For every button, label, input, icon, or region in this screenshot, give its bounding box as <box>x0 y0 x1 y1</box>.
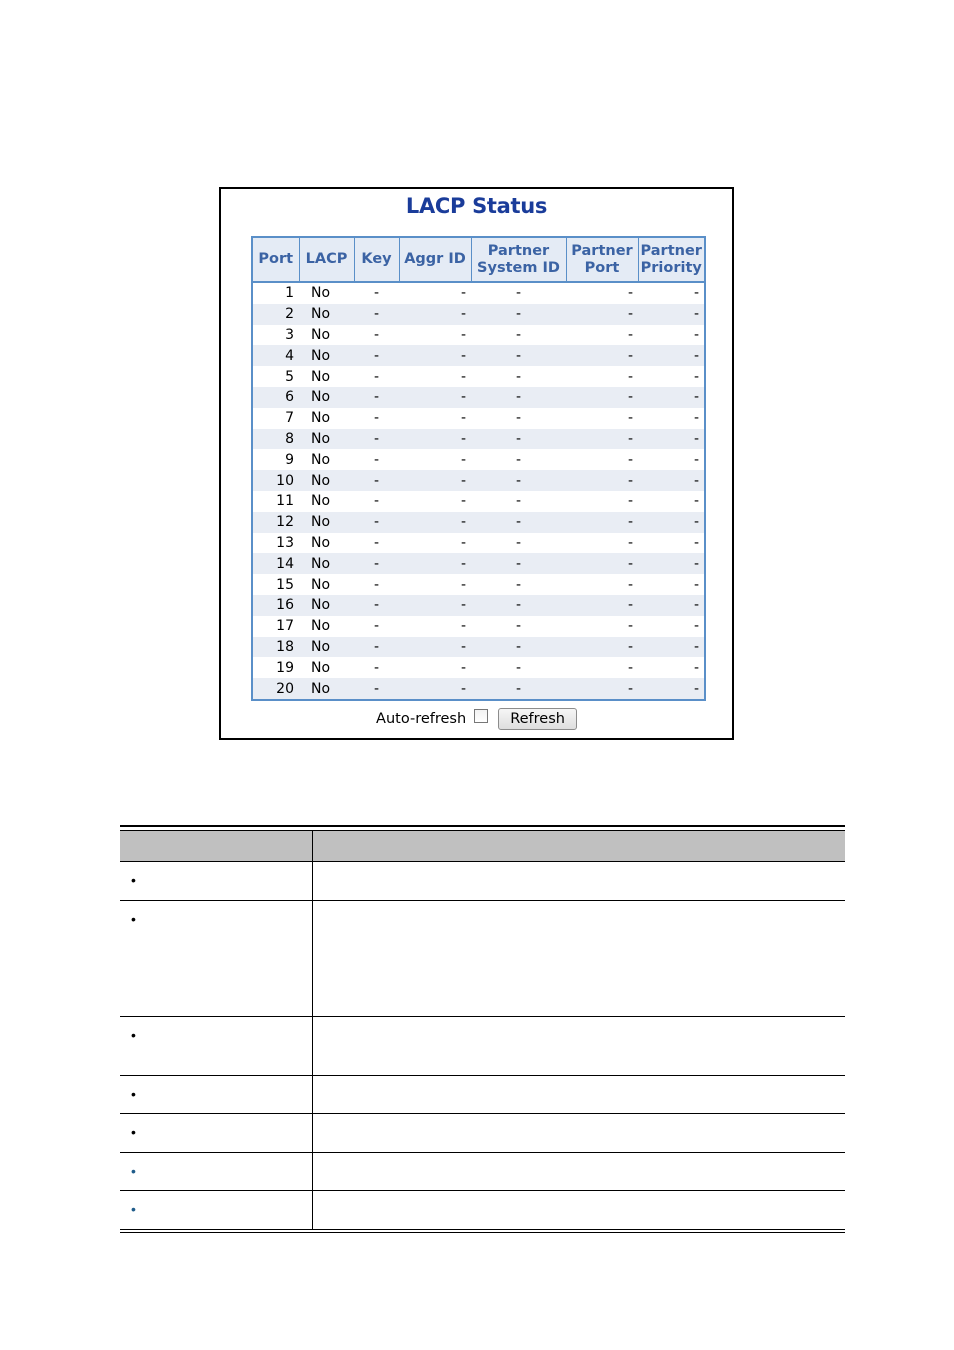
table-row <box>253 470 704 491</box>
cell-partner-port: - <box>566 325 638 346</box>
cell-key: - <box>354 345 399 366</box>
cell-port: 14 <box>253 553 299 574</box>
bullet-icon: • <box>131 872 136 888</box>
description-body <box>120 862 845 1230</box>
page-title: LACP Status <box>405 194 548 218</box>
cell-key: - <box>354 512 399 533</box>
cell-partner-port: - <box>566 512 638 533</box>
cell-lacp: No <box>299 282 354 304</box>
bullet-icon: • <box>131 911 136 927</box>
cell-aggr-id: - <box>399 429 471 450</box>
table-row <box>253 304 704 325</box>
column-header-text: System ID <box>477 259 560 276</box>
column-header-text: Partner <box>487 242 550 259</box>
cell-partner-system-id: - <box>471 595 566 616</box>
table-row <box>253 491 704 512</box>
table-row <box>253 533 704 554</box>
cell-key: - <box>354 408 399 429</box>
cell-partner-system-id: - <box>471 449 566 470</box>
object-cell <box>120 1114 313 1152</box>
cell-partner-port: - <box>566 637 638 658</box>
cell-partner-system-id: - <box>471 637 566 658</box>
cell-port: 18 <box>253 637 299 658</box>
cell-partner-port: - <box>566 470 638 491</box>
description-row <box>120 862 845 901</box>
refresh-button[interactable]: Refresh <box>498 708 577 730</box>
cell-key: - <box>354 429 399 450</box>
cell-partner-port: - <box>566 282 638 304</box>
cell-key: - <box>354 304 399 325</box>
cell-partner-priority: - <box>638 491 704 512</box>
cell-port: 10 <box>253 470 299 491</box>
object-cell <box>120 901 313 1016</box>
cell-aggr-id: - <box>399 637 471 658</box>
cell-aggr-id: - <box>399 366 471 387</box>
object-cell <box>120 1153 313 1190</box>
table-row <box>253 678 704 699</box>
cell-lacp: No <box>299 408 354 429</box>
cell-key: - <box>354 491 399 512</box>
table-row <box>253 657 704 678</box>
cell-partner-priority: - <box>638 533 704 554</box>
cell-key: - <box>354 637 399 658</box>
cell-partner-priority: - <box>638 449 704 470</box>
description-cell <box>313 1114 845 1152</box>
cell-partner-port: - <box>566 449 638 470</box>
cell-partner-system-id: - <box>471 574 566 595</box>
cell-partner-system-id: - <box>471 678 566 699</box>
cell-partner-priority: - <box>638 325 704 346</box>
cell-partner-port: - <box>566 304 638 325</box>
object-cell <box>120 1191 313 1229</box>
cell-aggr-id: - <box>399 491 471 512</box>
cell-lacp: No <box>299 304 354 325</box>
cell-port: 9 <box>253 449 299 470</box>
cell-partner-port: - <box>566 553 638 574</box>
cell-partner-priority: - <box>638 574 704 595</box>
cell-partner-priority: - <box>638 512 704 533</box>
description-cell <box>313 901 845 1016</box>
bullet-icon: • <box>131 1201 136 1217</box>
description-cell <box>313 1191 845 1229</box>
bullet-icon: • <box>131 1124 136 1140</box>
description-row <box>120 1017 845 1076</box>
cell-partner-system-id: - <box>471 408 566 429</box>
cell-partner-priority: - <box>638 408 704 429</box>
cell-partner-system-id: - <box>471 325 566 346</box>
cell-aggr-id: - <box>399 387 471 408</box>
cell-key: - <box>354 449 399 470</box>
table-bottom-rule <box>120 1230 845 1233</box>
cell-port: 15 <box>253 574 299 595</box>
cell-aggr-id: - <box>399 408 471 429</box>
column-header-text: Partner <box>571 242 633 259</box>
column-header-text: LACP <box>305 251 348 267</box>
cell-port: 7 <box>253 408 299 429</box>
cell-partner-port: - <box>566 345 638 366</box>
cell-aggr-id: - <box>399 282 471 304</box>
cell-key: - <box>354 533 399 554</box>
cell-partner-port: - <box>566 616 638 637</box>
cell-partner-priority: - <box>638 553 704 574</box>
table-row <box>253 553 704 574</box>
description-cell <box>313 862 845 900</box>
description-row <box>120 1191 845 1230</box>
cell-key: - <box>354 595 399 616</box>
cell-partner-port: - <box>566 533 638 554</box>
table-row <box>253 512 704 533</box>
cell-port: 19 <box>253 657 299 678</box>
column-header <box>566 238 638 282</box>
cell-partner-system-id: - <box>471 491 566 512</box>
cell-partner-system-id: - <box>471 657 566 678</box>
table-row <box>253 595 704 616</box>
cell-partner-priority: - <box>638 429 704 450</box>
description-row <box>120 1076 845 1114</box>
bullet-icon: • <box>131 1163 136 1179</box>
cell-port: 5 <box>253 366 299 387</box>
cell-aggr-id: - <box>399 595 471 616</box>
description-cell <box>313 1076 845 1113</box>
object-header-cell <box>120 831 313 861</box>
cell-lacp: No <box>299 657 354 678</box>
cell-partner-priority: - <box>638 282 704 304</box>
cell-partner-priority: - <box>638 657 704 678</box>
cell-partner-system-id: - <box>471 512 566 533</box>
cell-port: 11 <box>253 491 299 512</box>
cell-lacp: No <box>299 595 354 616</box>
cell-aggr-id: - <box>399 470 471 491</box>
cell-key: - <box>354 553 399 574</box>
cell-partner-system-id: - <box>471 282 566 304</box>
cell-aggr-id: - <box>399 553 471 574</box>
table-row <box>253 429 704 450</box>
cell-partner-priority: - <box>638 304 704 325</box>
lacp-status-screenshot <box>219 187 734 740</box>
cell-partner-priority: - <box>638 595 704 616</box>
cell-port: 12 <box>253 512 299 533</box>
cell-aggr-id: - <box>399 678 471 699</box>
cell-partner-priority: - <box>638 470 704 491</box>
cell-aggr-id: - <box>399 325 471 346</box>
cell-partner-port: - <box>566 574 638 595</box>
cell-key: - <box>354 387 399 408</box>
cell-lacp: No <box>299 325 354 346</box>
cell-partner-port: - <box>566 678 638 699</box>
object-cell <box>120 1017 313 1075</box>
description-header-row <box>120 831 845 862</box>
cell-partner-system-id: - <box>471 366 566 387</box>
refresh-controls <box>221 706 732 732</box>
table-row <box>253 387 704 408</box>
cell-key: - <box>354 657 399 678</box>
cell-key: - <box>354 470 399 491</box>
column-header-text: Priority <box>640 259 702 276</box>
lacp-status-table-frame <box>251 236 706 701</box>
table-row <box>253 616 704 637</box>
cell-aggr-id: - <box>399 657 471 678</box>
cell-aggr-id: - <box>399 345 471 366</box>
cell-partner-port: - <box>566 366 638 387</box>
description-cell <box>313 1017 845 1075</box>
cell-partner-system-id: - <box>471 533 566 554</box>
description-table <box>120 825 845 1233</box>
description-row <box>120 901 845 1017</box>
bullet-icon: • <box>131 1027 136 1043</box>
cell-partner-port: - <box>566 387 638 408</box>
cell-port: 20 <box>253 678 299 699</box>
cell-lacp: No <box>299 616 354 637</box>
column-header <box>354 238 399 282</box>
cell-port: 13 <box>253 533 299 554</box>
cell-key: - <box>354 616 399 637</box>
column-header-text: Port <box>258 251 294 267</box>
cell-partner-system-id: - <box>471 553 566 574</box>
cell-port: 16 <box>253 595 299 616</box>
description-cell <box>313 1153 845 1190</box>
table-row <box>253 449 704 470</box>
cell-key: - <box>354 366 399 387</box>
cell-port: 4 <box>253 345 299 366</box>
cell-partner-priority: - <box>638 637 704 658</box>
cell-lacp: No <box>299 574 354 595</box>
table-body <box>253 282 704 699</box>
cell-lacp: No <box>299 553 354 574</box>
column-header-text: Aggr ID <box>404 251 466 267</box>
cell-partner-priority: - <box>638 366 704 387</box>
cell-lacp: No <box>299 512 354 533</box>
cell-aggr-id: - <box>399 574 471 595</box>
description-row <box>120 1114 845 1153</box>
object-cell <box>120 862 313 900</box>
table-row <box>253 574 704 595</box>
table-row <box>253 408 704 429</box>
cell-lacp: No <box>299 533 354 554</box>
cell-lacp: No <box>299 678 354 699</box>
cell-key: - <box>354 574 399 595</box>
column-header-text: Key <box>361 251 392 267</box>
cell-partner-port: - <box>566 408 638 429</box>
cell-aggr-id: - <box>399 533 471 554</box>
table-row <box>253 282 704 304</box>
cell-port: 6 <box>253 387 299 408</box>
column-header-text: Port <box>584 259 620 276</box>
column-header <box>638 238 704 282</box>
cell-port: 3 <box>253 325 299 346</box>
cell-partner-system-id: - <box>471 387 566 408</box>
column-header <box>399 238 471 282</box>
table-row <box>253 637 704 658</box>
cell-lacp: No <box>299 491 354 512</box>
cell-lacp: No <box>299 449 354 470</box>
column-header <box>471 238 566 282</box>
cell-lacp: No <box>299 387 354 408</box>
table-row <box>253 345 704 366</box>
cell-partner-system-id: - <box>471 345 566 366</box>
cell-aggr-id: - <box>399 616 471 637</box>
cell-lacp: No <box>299 345 354 366</box>
cell-port: 8 <box>253 429 299 450</box>
bullet-icon: • <box>131 1086 136 1102</box>
cell-port: 17 <box>253 616 299 637</box>
cell-port: 2 <box>253 304 299 325</box>
column-header <box>253 238 299 282</box>
cell-key: - <box>354 678 399 699</box>
cell-partner-system-id: - <box>471 429 566 450</box>
cell-aggr-id: - <box>399 512 471 533</box>
cell-lacp: No <box>299 429 354 450</box>
lacp-status-table <box>253 238 704 699</box>
cell-key: - <box>354 325 399 346</box>
table-header-row <box>253 238 704 282</box>
cell-port: 1 <box>253 282 299 304</box>
cell-lacp: No <box>299 366 354 387</box>
column-header-text: Partner <box>640 242 702 259</box>
cell-partner-priority: - <box>638 616 704 637</box>
description-row <box>120 1153 845 1191</box>
table-row <box>253 366 704 387</box>
cell-key: - <box>354 282 399 304</box>
cell-aggr-id: - <box>399 449 471 470</box>
table-row <box>253 325 704 346</box>
cell-partner-system-id: - <box>471 470 566 491</box>
object-cell <box>120 1076 313 1113</box>
cell-partner-system-id: - <box>471 616 566 637</box>
auto-refresh-checkbox[interactable] <box>474 709 488 723</box>
cell-lacp: No <box>299 637 354 658</box>
cell-aggr-id: - <box>399 304 471 325</box>
cell-partner-port: - <box>566 429 638 450</box>
cell-partner-system-id: - <box>471 304 566 325</box>
auto-refresh-label: Auto-refresh <box>376 711 467 727</box>
cell-partner-port: - <box>566 595 638 616</box>
cell-partner-priority: - <box>638 387 704 408</box>
cell-partner-priority: - <box>638 345 704 366</box>
cell-lacp: No <box>299 470 354 491</box>
column-header <box>299 238 354 282</box>
cell-partner-port: - <box>566 657 638 678</box>
cell-partner-priority: - <box>638 678 704 699</box>
cell-partner-port: - <box>566 491 638 512</box>
